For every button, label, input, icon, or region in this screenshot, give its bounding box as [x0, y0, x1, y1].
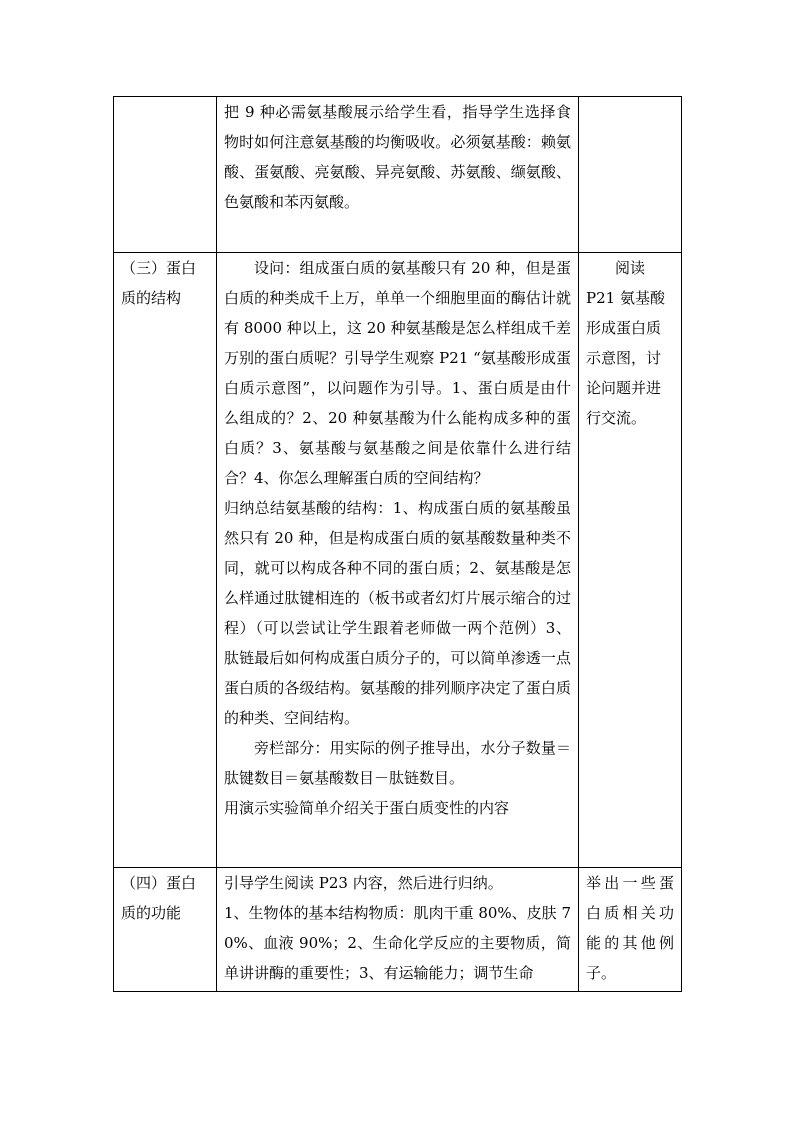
- lesson-plan-table: [113, 96, 682, 992]
- content-cell: [217, 868, 579, 992]
- content-paragraph: 旁栏部分：用实际的例子推导出，水分子数量＝肽键数目＝氨基酸数目－肽链数目。: [224, 739, 571, 787]
- content-cell: [217, 97, 579, 253]
- content-paragraph: 引导学生阅读 P23 内容，然后进行归纳。: [224, 874, 503, 892]
- content-paragraph: 把 9 种必需氨基酸展示给学生看，指导学生选择食物时如何注意氨基酸的均衡吸收。必须氨基酸：赖氨酸、蛋氨酸、亮氨酸、异亮氨酸、苏氨酸、缬氨酸、色氨酸和苯丙氨酸。: [224, 103, 571, 211]
- stage-cell: [114, 97, 217, 253]
- table-row: [114, 253, 682, 868]
- content-paragraph: 设问：组成蛋白质的氨基酸只有 20 种，但是蛋白质的种类成千上万，单单一个细胞里面的酶估计就有 8000 种以上，这 20 种氨基酸是怎么样组成千差万别的蛋白质呢？引导学生观察 P21 “氨基酸形成蛋白质示意图”，以问题作为引导。1、蛋白质是由什么组成的？2、20 种氨基酸为什么能构成多种的蛋白质？3、氨基酸与氨基酸之间是依靠什么进行结合？4、你怎么理解蛋白质的空间结构？: [224, 259, 571, 487]
- stage-text: （三）蛋白质的结构: [121, 259, 197, 307]
- table-row: [114, 868, 682, 992]
- content-paragraph: 用演示实验简单介绍关于蛋白质变性的内容: [224, 799, 510, 817]
- table-row: [114, 97, 682, 253]
- stage-cell: [114, 253, 217, 868]
- activity-text: 举出一些蛋白质相关功能的其他例子。: [586, 874, 674, 982]
- content-paragraph: 归纳总结氨基酸的结构：1、构成蛋白质的氨基酸虽然只有 20 种，但是构成蛋白质的氨基酸数量种类不同，就可以构成各种不同的蛋白质；2、氨基酸是怎么样通过肽键相连的（板书或者幻灯片展示缩合的过程）（可以尝试让学生跟着老师做一两个范例）3、肽链最后如何构成蛋白质分子的，可以简单渗透一点蛋白质的各级结构。氨基酸的排列顺序决定了蛋白质的种类、空间结构。: [224, 499, 571, 727]
- activity-cell: [579, 253, 682, 868]
- activity-cell: [579, 97, 682, 253]
- activity-cell: [579, 868, 682, 992]
- stage-text: （四）蛋白质的功能: [121, 874, 197, 922]
- activity-label: 阅读: [614, 259, 645, 277]
- content-cell: [217, 253, 579, 868]
- activity-text: P21 氨基酸形成蛋白质示意图，讨论问题并进行交流。: [586, 289, 665, 427]
- content-paragraph: 1、生物体的基本结构物质：肌肉干重 80%、皮肤 70%、血液 90%；2、生命化学反应的主要物质，简单讲讲酶的重要性；3、有运输能力；调节生命: [224, 904, 571, 982]
- stage-cell: [114, 868, 217, 992]
